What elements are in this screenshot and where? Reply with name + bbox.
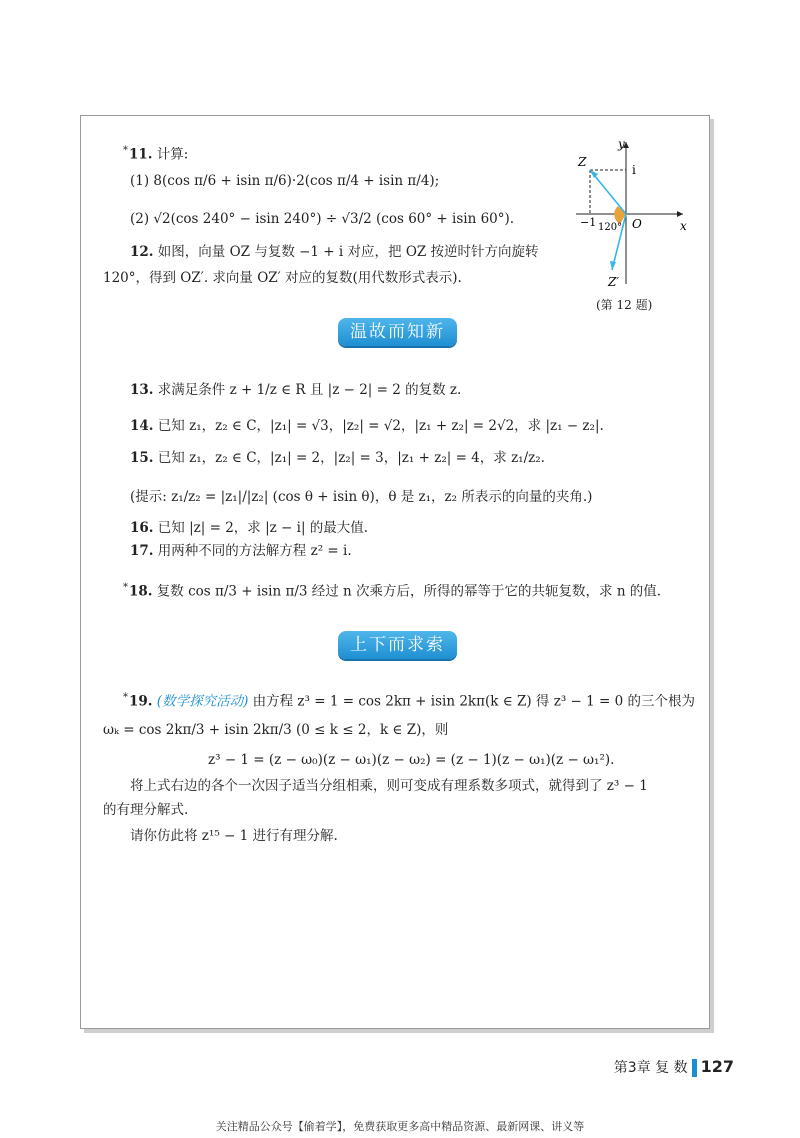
problem-12-line2: 120°，得到 OZ′. 求向量 OZ′ 对应的复数(用代数形式表示). [103,270,462,286]
problem-number: 12. [130,244,154,260]
problem-text: 求满足条件 z + 1/z ∈ R 且 |z − 2| = 2 的复数 z. [157,382,462,398]
x-axis-arrow [677,211,683,217]
problem-number: 14. [130,418,154,434]
problem-18 [123,578,661,602]
page-footer [614,1057,734,1077]
star-mark: * [123,692,128,703]
problem-text: 已知 z₁，z₂ ∈ C，|z₁| = 2，|z₂| = 3，|z₁ + z₂| = 4，求 z₁/z₂. [157,450,545,466]
problem-12 [130,242,539,262]
activity-label: (数学探究活动) [156,693,249,710]
problem-number: 15. [130,450,154,466]
problem-text: 已知 z₁，z₂ ∈ C，|z₁| = √3，|z₂| = √2，|z₁ + z₂| = 2√2，求 |z₁ − z₂|. [157,418,604,434]
label-z: Z [578,155,587,169]
problem-number: 17. [130,543,154,559]
star-mark: * [123,145,128,156]
problem-text: 用两种不同的方法解方程 z² = i. [157,543,352,559]
problem-19-line4: 将上式右边的各个一次因子适当分组相乘，则可变成有理系数多项式，就得到了 z³ − 1 [130,778,648,794]
problem-text: 由方程 z³ = 1 = cos 2kπ + isin 2kπ(k ∈ Z) 得 z³ − 1 = 0 的三个根为 [252,693,696,710]
problem-15-hint: (提示: z₁/z₂ = |z₁|/|z₂| (cos θ + isin θ)，θ 是 z₁，z₂ 所表示的向量的夹角.) [130,489,593,505]
label-i: i [632,163,636,177]
problem-19-line5: 的有理分解式. [103,802,189,818]
problem-11-part2: (2) √2(cos 240° − isin 240°) ÷ √3/2 (cos 60° + isin 60°). [130,211,515,227]
label-angle: 120° [598,222,623,233]
problem-text: 计算: [156,146,189,163]
banner-explore: 上下而求索 [338,631,457,659]
problem-11 [123,141,188,165]
label-z-prime: Z′ [608,275,620,289]
problem-16 [130,518,368,538]
problem-number: 19. [129,693,153,710]
problem-number: 13. [130,382,154,398]
problem-11-part1: (1) 8(cos π/6 + isin π/6)·2(cos π/4 + isin π/4); [130,173,440,189]
label-o: O [632,217,642,231]
problem-19 [123,688,695,712]
figure-caption: (第 12 题) [596,298,653,312]
label-neg1: −1 [580,216,597,229]
problem-19-line2: ωₖ = cos 2kπ/3 + isin 2kπ/3 (0 ≤ k ≤ 2，k ∈ Z)，则 [103,722,449,738]
bottom-note: 关注精品公众号【偷着学】，免费获取更多高中精品资源、最新网课、讲义等 [215,1120,585,1133]
vector-oz [590,170,626,214]
problem-number: 18. [129,583,153,600]
problem-text: 复数 cos π/3 + isin π/3 经过 n 次乘方后，所得的幂等于它的共轭复数，求 n 的值. [156,583,662,600]
label-x: x [680,219,687,233]
page-number: 127 [700,1057,734,1076]
footer-divider [692,1059,697,1077]
problem-text: 如图，向量 OZ 与复数 −1 + i 对应，把 OZ 按逆时针方向旋转 [157,244,539,260]
problem-13 [130,380,461,400]
problem-number: 11. [129,146,153,163]
complex-plane-figure [568,134,698,294]
star-mark: * [123,582,128,593]
problem-19-line3: z³ − 1 = (z − ω₀)(z − ω₁)(z − ω₂) = (z − 1)(z − ω₁)(z − ω₁²). [208,752,615,768]
problem-number: 16. [130,520,154,536]
banner-review: 温故而知新 [338,318,457,346]
problem-17 [130,541,352,561]
vector-oz-arrow [590,170,598,178]
label-y: y [618,137,625,151]
problem-text: 已知 |z| = 2，求 |z − i| 的最大值. [157,520,369,536]
problem-14 [130,416,604,436]
problem-19-line6: 请你仿此将 z¹⁵ − 1 进行有理分解. [130,828,338,844]
problem-15 [130,448,545,468]
chapter-label: 第3章 复 数 [613,1060,688,1076]
